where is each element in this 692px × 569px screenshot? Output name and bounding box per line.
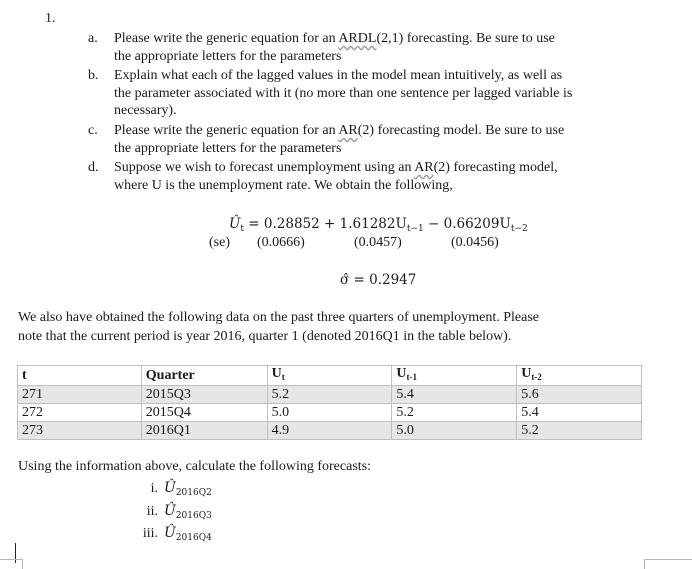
part-a-term: ARDL xyxy=(338,31,377,46)
forecast-symbol: Û xyxy=(164,503,176,519)
table-cell: 5.2 xyxy=(392,404,517,422)
header-quarter: Quarter xyxy=(141,366,267,386)
part-a-text-post: (2,1) forecasting. Be sure to use xyxy=(376,31,555,46)
part-d-line2: where U is the unemployment rate. We obtain the following, xyxy=(114,177,453,193)
table-cell: 2015Q4 xyxy=(141,404,267,422)
table-cell: 5.4 xyxy=(517,404,642,422)
table-cell: 271 xyxy=(18,386,142,404)
header-ut-1: $U_{t-1}$ xyxy=(392,366,517,386)
part-b-line3: necessary). xyxy=(114,103,177,118)
se-lag2: (0.0456) xyxy=(451,235,499,250)
equation-lhs: Û xyxy=(229,216,241,232)
forecast-symbol: Û xyxy=(164,480,176,496)
table-cell: 5.6 xyxy=(517,386,642,404)
part-b-text xyxy=(114,67,644,120)
equation-sub2: t−2 xyxy=(510,224,528,234)
question-number: 1. xyxy=(45,11,56,26)
forecast-label: ii. xyxy=(146,504,158,519)
table-cell: 4.9 xyxy=(267,422,392,440)
instruction-text: Using the information above, calculate the following forecasts: xyxy=(18,459,372,474)
part-d-term: AR xyxy=(414,160,434,175)
part-c-label: c. xyxy=(88,123,98,138)
paragraph-line1: We also have obtained the following data on the past three quarters of unemployment. Please xyxy=(18,310,539,325)
part-d-text-post: (2) forecasting model, xyxy=(433,160,558,175)
part-a-line2: the appropriate letters for the parameters xyxy=(114,48,342,64)
equation-lhs-sub: t xyxy=(240,224,245,234)
sigma-hat: σ̂ = 0.2947 xyxy=(340,272,417,288)
equation-rhs-part2: − 0.66209U xyxy=(423,216,511,232)
table-cell: 5.2 xyxy=(517,422,642,440)
part-d-text-pre: Suppose we wish to forecast unemployment using an xyxy=(114,160,415,175)
table-cell: 5.0 xyxy=(392,422,517,440)
table-cell: 273 xyxy=(18,422,142,440)
table-cell: 5.4 xyxy=(392,386,517,404)
forecast-sub: 2016Q3 xyxy=(175,511,212,521)
part-c-line2: the appropriate letters for the parameters xyxy=(114,140,342,156)
table-cell: 2015Q3 xyxy=(141,386,267,404)
table-row xyxy=(18,422,642,440)
se-intercept: (0.0666) xyxy=(257,235,305,250)
forecast-item-i xyxy=(132,479,212,502)
forecast-symbol: Û xyxy=(164,525,176,541)
part-a-text-pre: Please write the generic equation for an xyxy=(114,31,339,46)
part-c-text-pre: Please write the generic equation for an xyxy=(114,123,339,138)
part-a-label: a. xyxy=(88,31,98,46)
unemployment-table xyxy=(17,365,642,440)
equation-rhs-part1: = 0.28852 + 1.61282U xyxy=(244,216,407,232)
part-b-line2: the parameter associated with it (no more than one sentence per lagged variable is xyxy=(114,85,573,101)
part-c-text-post: (2) forecasting model. Be sure to use xyxy=(357,123,565,138)
part-d-label: d. xyxy=(88,160,99,175)
table-row xyxy=(18,386,642,404)
part-d-text xyxy=(114,159,644,194)
table-header-row xyxy=(18,366,642,386)
paragraph-line2: note that the current period is year 2016, quarter 1 (denoted 2016Q1 in the table below). xyxy=(18,328,512,344)
header-ut-2: $U_{t-2}$ xyxy=(517,366,642,386)
table-cell: 272 xyxy=(18,404,142,422)
forecast-item-iii xyxy=(132,524,212,547)
forecast-sub: 2016Q2 xyxy=(175,488,212,498)
table-cell: 5.2 xyxy=(267,386,392,404)
equation-sub1: t−1 xyxy=(406,224,424,234)
forecast-label: iii. xyxy=(142,526,158,541)
header-t: t xyxy=(18,366,142,386)
table-cell: 5.0 xyxy=(267,404,392,422)
se-lag1: (0.0457) xyxy=(354,235,402,250)
data-description xyxy=(18,309,638,346)
part-c-term: AR xyxy=(338,123,358,138)
forecast-sub: 2016Q4 xyxy=(175,533,212,543)
part-c-text xyxy=(114,122,644,157)
table-cell: 2016Q1 xyxy=(141,422,267,440)
forecast-equation xyxy=(229,216,528,234)
part-b-line1: Explain what each of the lagged values in the model mean intuitively, as well as xyxy=(114,68,563,83)
se-label: (se) xyxy=(209,235,230,250)
forecast-label: i. xyxy=(150,481,158,496)
part-a-text xyxy=(114,30,644,65)
forecast-item-ii xyxy=(132,502,212,525)
table-row xyxy=(18,404,642,422)
header-ut: $U_t$ xyxy=(267,366,392,386)
part-b-label: b. xyxy=(88,68,99,83)
